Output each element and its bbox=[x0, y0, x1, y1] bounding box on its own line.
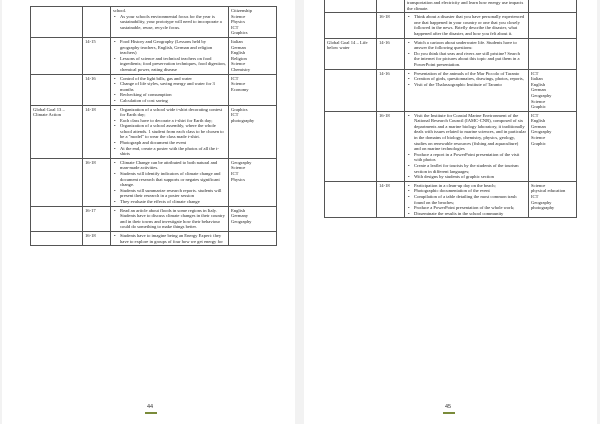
age-cell: 16-17 bbox=[83, 206, 111, 231]
activity-list bbox=[407, 113, 526, 180]
activity-item: • Photograph and document the event bbox=[120, 140, 226, 146]
goal-cell bbox=[325, 69, 377, 111]
activity-item: • Produce a report in a PowerPoint presentation of the visit with photos bbox=[414, 152, 526, 163]
table-row bbox=[31, 231, 277, 245]
subject-name: Science bbox=[231, 13, 246, 19]
activities-cell bbox=[405, 181, 529, 218]
subjects-cell bbox=[529, 13, 577, 38]
activity-item: • Lessons of science and technical teachers on food ingredients; food preservation techniques, food digestion, chemical power, eating disease bbox=[120, 56, 226, 73]
subject-name: Germany bbox=[231, 213, 249, 219]
activity-item: • At the end, create a poster with the photos of all the t-shirts bbox=[120, 146, 226, 157]
activity-list bbox=[407, 183, 526, 217]
age-cell: 14-18 bbox=[83, 105, 111, 158]
activity-item: • As your schools environmental focus for the year is sustainability, your prototype will need to incorporate a sustainable, reuse, recycle focus. bbox=[120, 14, 226, 31]
activity-item: • Create a leaflet for tourists by the students of the tourism section in different languages; bbox=[414, 163, 526, 174]
goal-cell bbox=[325, 111, 377, 181]
activities-cell bbox=[111, 158, 229, 206]
subject-name: Science bbox=[531, 182, 546, 188]
activity-list bbox=[113, 107, 226, 157]
age-cell: 14-15 bbox=[83, 37, 111, 74]
activities-cell bbox=[111, 7, 229, 38]
subject-name: photography bbox=[531, 205, 555, 211]
activity-item: • Photographic documentation of the event bbox=[414, 188, 526, 194]
subjects-cell bbox=[229, 206, 277, 231]
subject-name: Geography bbox=[231, 159, 252, 165]
subject-name: Geography bbox=[531, 199, 552, 205]
page-number-underline bbox=[145, 412, 157, 414]
table-row bbox=[325, 111, 577, 181]
age-cell: 16-18 bbox=[83, 231, 111, 245]
table-row bbox=[31, 206, 277, 231]
activities-cell bbox=[405, 69, 529, 111]
table-row bbox=[325, 0, 577, 13]
activity-item: • Participation in a clean-up day on the beach; bbox=[414, 183, 526, 189]
table-row bbox=[325, 181, 577, 218]
table-body bbox=[325, 0, 577, 218]
activities-cell bbox=[111, 74, 229, 105]
activity-item: • Disseminate the results in the school community bbox=[414, 211, 526, 217]
activity-item: • Watch a cartoon about underwater life. Students have to answer the following questions: bbox=[414, 40, 526, 51]
activities-cell bbox=[405, 111, 529, 181]
goal-cell bbox=[325, 0, 377, 13]
table-row bbox=[31, 37, 277, 74]
activity-text: school. bbox=[113, 8, 127, 13]
subject-name: Science bbox=[231, 81, 246, 87]
table-row bbox=[31, 74, 277, 105]
subject-name: Science bbox=[231, 165, 246, 171]
activity-item: • Calculation of cost saving bbox=[120, 98, 226, 104]
goal-cell bbox=[31, 7, 83, 38]
subject-name: Geography bbox=[231, 218, 252, 224]
goal-cell: Global Goal 13 – Climate Action bbox=[31, 105, 83, 158]
subject-name: Citizenship bbox=[231, 8, 252, 13]
activity-item: • Think about a disaster that you have personally experienced one that happened in your country or one that you closely followed in the news. Briefly describe the disaster, what happened after the disaster, and how you felt about it. bbox=[414, 14, 526, 36]
subjects-cell bbox=[229, 105, 277, 158]
activity-list bbox=[407, 40, 526, 68]
age-cell: 14-16 bbox=[83, 74, 111, 105]
subject-name: Science bbox=[531, 98, 546, 104]
subject-name: ICT bbox=[231, 24, 239, 30]
activity-list bbox=[407, 14, 526, 36]
subjects-cell bbox=[529, 181, 577, 218]
activity-item: • Change of life styles, saving energy and water for 3 months bbox=[120, 81, 226, 92]
subjects-cell bbox=[229, 231, 277, 245]
left-page bbox=[2, 0, 295, 424]
activity-list bbox=[113, 76, 226, 104]
subjects-cell bbox=[529, 111, 577, 181]
page-number-underline bbox=[443, 412, 455, 414]
goal-cell bbox=[325, 13, 377, 38]
age-cell: 14-16 bbox=[377, 69, 405, 111]
table-row bbox=[325, 13, 577, 38]
table-row bbox=[325, 69, 577, 111]
subject-name: ICT bbox=[531, 112, 539, 118]
subject-name: English bbox=[531, 118, 546, 124]
age-cell: 14-18 bbox=[377, 181, 405, 218]
subject-name: Science bbox=[531, 135, 546, 141]
age-cell: 16-18 bbox=[83, 158, 111, 206]
age-cell: 16-18 bbox=[377, 13, 405, 38]
goal-cell bbox=[31, 37, 83, 74]
subjects-cell bbox=[229, 7, 277, 38]
age-cell bbox=[83, 7, 111, 38]
subject-name: Graphics bbox=[231, 30, 248, 36]
subject-name: Italian bbox=[531, 76, 543, 82]
activity-item: • Students will summarize research reports. students will present their research in a poster session bbox=[120, 188, 226, 199]
goal-cell bbox=[31, 231, 83, 245]
subject-name: Religion bbox=[231, 55, 247, 61]
table-row bbox=[31, 158, 277, 206]
goal-cell bbox=[325, 181, 377, 218]
right-page bbox=[304, 0, 597, 424]
subject-name: Physics bbox=[231, 176, 246, 182]
activity-item: • Compilation of a table detailing the most common trash found on the beaches; bbox=[414, 194, 526, 205]
activities-cell bbox=[111, 105, 229, 158]
subject-name: Graphic bbox=[531, 140, 546, 146]
subject-name: Graphics bbox=[231, 106, 248, 112]
activity-list bbox=[113, 160, 226, 205]
activities-table bbox=[324, 0, 577, 218]
subject-name: English bbox=[231, 50, 246, 56]
subject-name: ICT bbox=[531, 70, 539, 76]
activities-cell bbox=[405, 13, 529, 38]
table-body bbox=[31, 7, 277, 246]
age-cell: 14-16 bbox=[377, 38, 405, 69]
goal-cell bbox=[31, 206, 83, 231]
activity-item: • Rechecking of consumption bbox=[120, 92, 226, 98]
subject-name: Chemistry bbox=[231, 66, 251, 72]
activity-item: • Control of the light bills, gas and water bbox=[120, 76, 226, 82]
subject-name: ICT bbox=[231, 112, 239, 118]
page-number: 44 bbox=[147, 404, 154, 410]
subject-name: Geography bbox=[531, 129, 552, 135]
subject-name: Geography bbox=[531, 92, 552, 98]
subject-name: Physics bbox=[231, 19, 246, 25]
table-row bbox=[31, 105, 277, 158]
activities-table bbox=[30, 6, 277, 246]
subjects-cell bbox=[529, 69, 577, 111]
subjects-cell bbox=[229, 74, 277, 105]
subjects-cell bbox=[529, 0, 577, 13]
subject-name: ICT bbox=[531, 194, 539, 199]
activities-cell bbox=[405, 38, 529, 69]
subject-name: English bbox=[231, 207, 246, 213]
activity-item: • Organization of a school assembly, where the whole school attends. 1 student from each class to be chosen to be a "model" to wear the class made t-shirt. bbox=[120, 123, 226, 140]
subject-name: photography bbox=[231, 117, 255, 123]
activity-item: • Climate Change can be attributed to both natural and man-made activities. bbox=[120, 160, 226, 171]
activities-cell bbox=[111, 37, 229, 74]
subjects-cell bbox=[529, 38, 577, 69]
subject-name: German bbox=[531, 87, 546, 93]
activity-item: • Produce a PowerPoint presentation of the whole work; bbox=[414, 205, 526, 211]
subject-name: Economy bbox=[231, 86, 249, 92]
activity-item: • Visit the Institute for Coastal Marine Environment of the National Research Council (IAMC-CNR), composed of six departments and a marine biology laboratory, it traditionally deals with issues related to marine sciences, and in particular in the domains of biology, chemistry, physics, geology, studies on renewable resources (fishing and aquaculture) and on marine technologies bbox=[414, 113, 526, 152]
subject-name: Italian bbox=[231, 38, 243, 44]
activity-item: • Each class have to decorate a t-shirt for Earth day; bbox=[120, 118, 226, 124]
subject-name: physical education bbox=[531, 188, 566, 194]
activity-item: • Students have to imagine being an Energy Expert: they have to explore in groups of four how we get energy for bbox=[120, 233, 226, 244]
activity-item: • Visit of the Thalassographic Institute of Taranto bbox=[414, 82, 526, 88]
activity-item: • Food History and Geography (Lessons held by geography teachers, English, German and religion teachers) bbox=[120, 39, 226, 56]
table-row bbox=[325, 38, 577, 69]
activity-item: • Do you think that seas and rivers are still pristine? Search the internet for pictures about this topic and put them in a PowerPoint presentation. bbox=[414, 51, 526, 68]
activity-list bbox=[113, 39, 226, 73]
activity-item: • With designs by students of graphic section bbox=[414, 174, 526, 180]
subject-name: English bbox=[531, 81, 546, 87]
activity-item: • Students will identify indicators of climate change and document research that supports or negates significant change. bbox=[120, 171, 226, 188]
activity-item: • Read an article about floods in some regions in Italy. Students have to discuss climate changes in their country and in their towns and investigate how their behaviour could do something to make things better. bbox=[120, 208, 226, 230]
subject-name: ICT bbox=[231, 75, 239, 81]
subjects-cell bbox=[229, 37, 277, 74]
activity-list bbox=[113, 208, 226, 230]
activity-list bbox=[113, 233, 226, 244]
subject-name: Science bbox=[231, 61, 246, 67]
activities-cell bbox=[111, 206, 229, 231]
subject-name: German bbox=[531, 123, 546, 129]
subjects-cell bbox=[229, 158, 277, 206]
subject-name: Graphic bbox=[531, 104, 546, 110]
activity-text: transportation and electricity and learn how energy use impacts the climate. bbox=[407, 0, 524, 11]
activity-item: • Presentation of the animals of the Mar Piccolo of Taranto bbox=[414, 71, 526, 77]
subject-name: German bbox=[231, 44, 246, 50]
subject-name: ICT bbox=[231, 171, 239, 177]
activities-cell bbox=[405, 0, 529, 13]
table-row bbox=[31, 7, 277, 38]
goal-cell bbox=[31, 158, 83, 206]
activities-cell bbox=[111, 231, 229, 245]
age-cell: 16-18 bbox=[377, 111, 405, 181]
activity-list bbox=[407, 71, 526, 88]
age-cell bbox=[377, 0, 405, 13]
activity-item: • Creation of girds, questionnaires, drawings, photos, reports, bbox=[414, 76, 526, 82]
activity-list bbox=[113, 14, 226, 31]
page-number: 45 bbox=[445, 404, 452, 410]
activity-item: • Organization of a school wide t-shirt decorating contest for Earth day; bbox=[120, 107, 226, 118]
activity-item: • They evaluate the effects of climate change bbox=[120, 199, 226, 205]
goal-cell bbox=[31, 74, 83, 105]
goal-cell: Global Goal 14 – Life below water bbox=[325, 38, 377, 69]
